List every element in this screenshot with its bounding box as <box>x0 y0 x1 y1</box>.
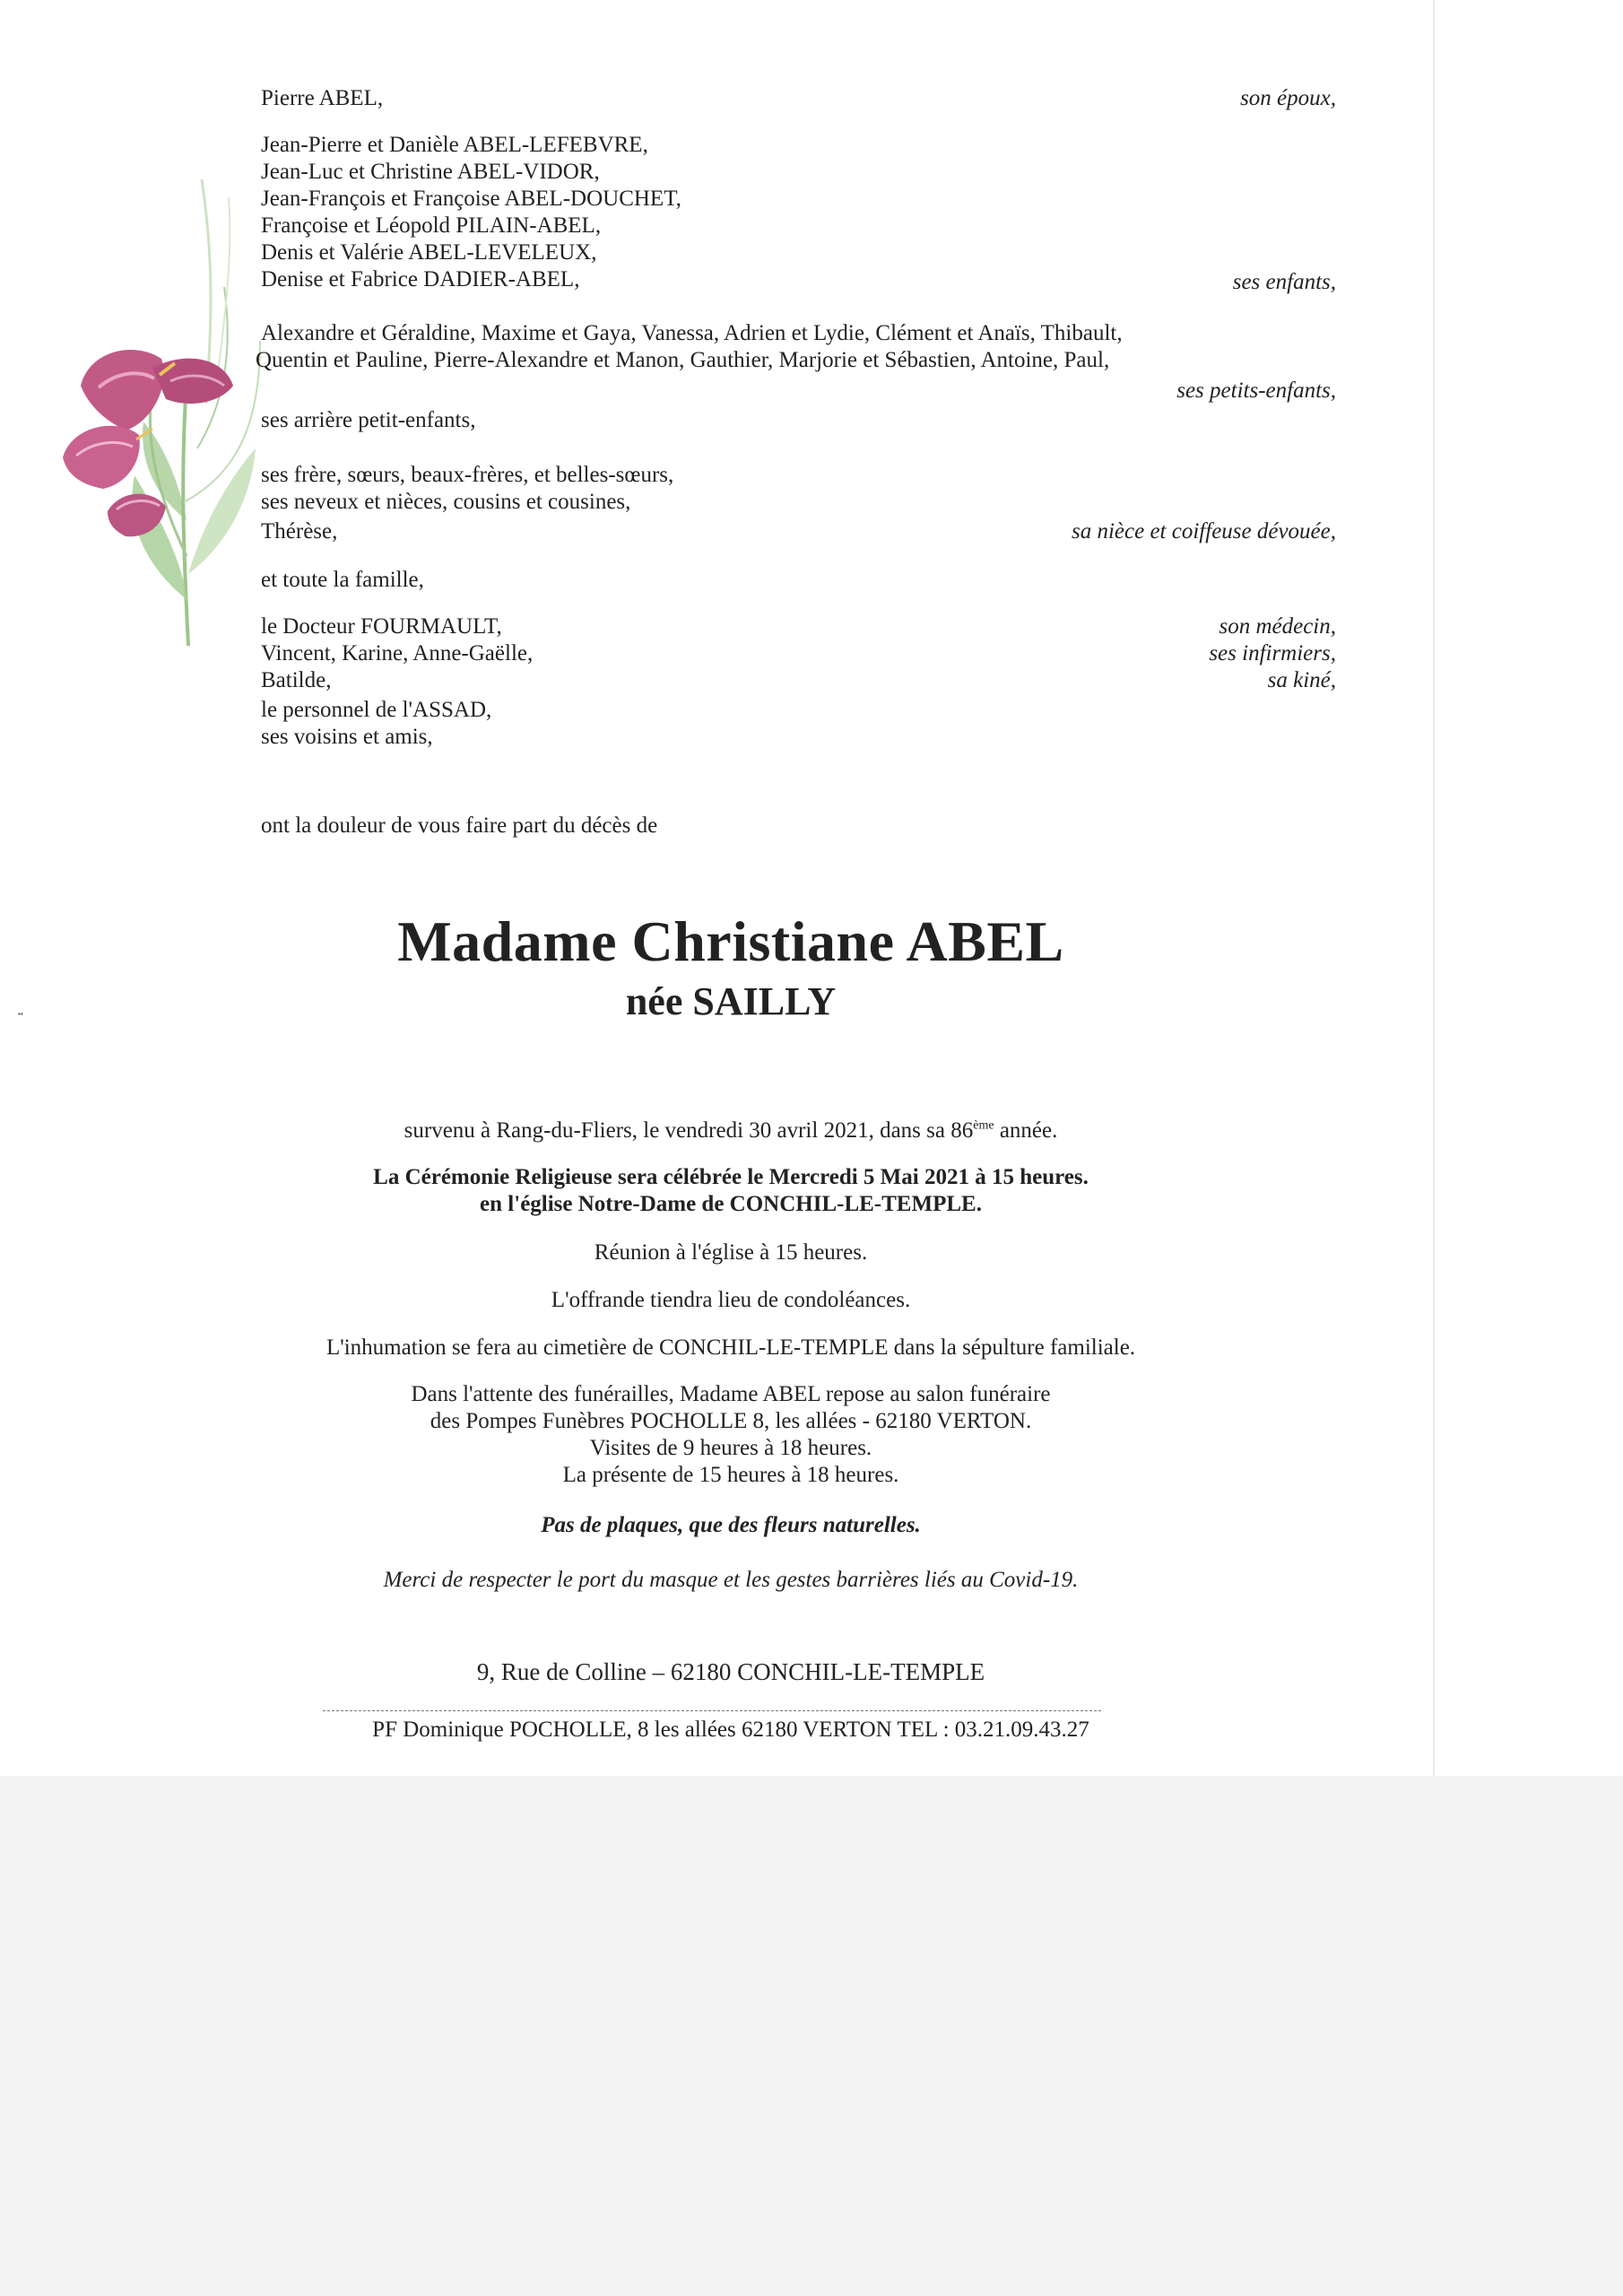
epoux-role: son époux, <box>1240 86 1336 110</box>
petits-enfants-2: Quentin et Pauline, Pierre-Alexandre et Manon, Gauthier, Marjorie et Sébastien, Antoine, Paul, <box>256 348 1110 372</box>
epoux-name: Pierre ABEL, <box>261 86 384 110</box>
salon-line-1: Dans l'attente des funérailles, Madame ABEL repose au salon funéraire <box>411 1382 1051 1406</box>
reunion: Réunion à l'église à 15 heures. <box>594 1240 868 1265</box>
scan-mark: ▪▪ <box>18 1010 23 1018</box>
survenu-annee: année. <box>994 1118 1058 1143</box>
covid-notice: Merci de respecter le port du masque et les gestes barrières liés au Covid-19. <box>383 1568 1079 1592</box>
scan-background <box>0 1776 1623 2296</box>
survenu-superscript: ème <box>973 1118 994 1133</box>
enfant-5: Denis et Valérie ABEL-LEVELEUX, <box>261 240 597 265</box>
inhumation: L'inhumation se fera au cimetière de CONCHIL-LE-TEMPLE dans la sépulture familiale. <box>325 1335 1136 1360</box>
enfants-role: ses enfants, <box>1232 270 1336 294</box>
infirmiers-role: ses infirmiers, <box>1209 641 1336 665</box>
assad: le personnel de l'ASSAD, <box>261 698 492 722</box>
ceremonie-line-1: La Cérémonie Religieuse sera célébrée le Mercredi 5 Mai 2021 à 15 heures. <box>373 1165 1089 1189</box>
kine-role: sa kiné, <box>1267 668 1336 692</box>
plaques-notice: Pas de plaques, que des fleurs naturelles. <box>541 1513 921 1537</box>
voisins-amis: ses voisins et amis, <box>261 725 433 749</box>
offrande: L'offrande tiendra lieu de condoléances. <box>551 1288 911 1312</box>
petits-enfants-1: Alexandre et Géraldine, Maxime et Gaya, Vanessa, Adrien et Lydie, Clément et Anaïs, Thibault, <box>261 321 1123 345</box>
enfant-3: Jean-François et Françoise ABEL-DOUCHET, <box>261 187 681 211</box>
docteur: le Docteur FOURMAULT, <box>261 614 502 639</box>
footer-divider <box>323 1710 1101 1711</box>
arriere-petits-enfants: ses arrière petit-enfants, <box>261 408 476 432</box>
petits-enfants-role: ses petits-enfants, <box>1176 378 1336 403</box>
infirmiers: Vincent, Karine, Anne-Gaëlle, <box>261 641 534 665</box>
enfant-6: Denise et Fabrice DADIER-ABEL, <box>261 267 580 291</box>
therese: Thérèse, <box>261 519 338 544</box>
deceased-name: Madame Christiane ABEL <box>397 909 1064 973</box>
calla-lily-illustration-icon <box>54 179 269 646</box>
therese-role: sa nièce et coiffeuse dévouée, <box>1072 519 1336 544</box>
docteur-role: son médecin, <box>1219 614 1336 639</box>
toute-la-famille: et toute la famille, <box>261 568 424 592</box>
enfant-4: Françoise et Léopold PILAIN-ABEL, <box>261 213 602 238</box>
survenu-text: survenu à Rang-du-Fliers, le vendredi 30 avril 2021, dans sa 86 <box>404 1118 974 1143</box>
salon-line-2: des Pompes Funèbres POCHOLLE 8, les allées - 62180 VERTON. <box>430 1409 1032 1433</box>
ceremonie-line-2: en l'église Notre-Dame de CONCHIL-LE-TEMPLE. <box>480 1192 982 1216</box>
survenu-line <box>0 1118 1462 1144</box>
visites: Visites de 9 heures à 18 heures. <box>589 1436 872 1460</box>
deceased-nee: née SAILLY <box>625 979 837 1023</box>
address: 9, Rue de Colline – 62180 CONCHIL-LE-TEMPLE <box>476 1658 985 1685</box>
freres-soeurs: ses frère, sœurs, beaux-frères, et belles-sœurs, <box>261 463 674 487</box>
enfant-1: Jean-Pierre et Danièle ABEL-LEFEBVRE, <box>261 133 648 157</box>
scan-edge <box>1433 0 1435 1776</box>
funeral-home-footer: PF Dominique POCHOLLE, 8 les allées 62180 VERTON TEL : 03.21.09.43.27 <box>372 1718 1089 1742</box>
neveux-nieces: ses neveux et nièces, cousins et cousines, <box>261 490 631 514</box>
presente: La présente de 15 heures à 18 heures. <box>562 1463 899 1487</box>
announcement: ont la douleur de vous faire part du décès de <box>261 813 658 838</box>
kine: Batilde, <box>261 668 332 692</box>
enfant-2: Jean-Luc et Christine ABEL-VIDOR, <box>261 160 600 184</box>
